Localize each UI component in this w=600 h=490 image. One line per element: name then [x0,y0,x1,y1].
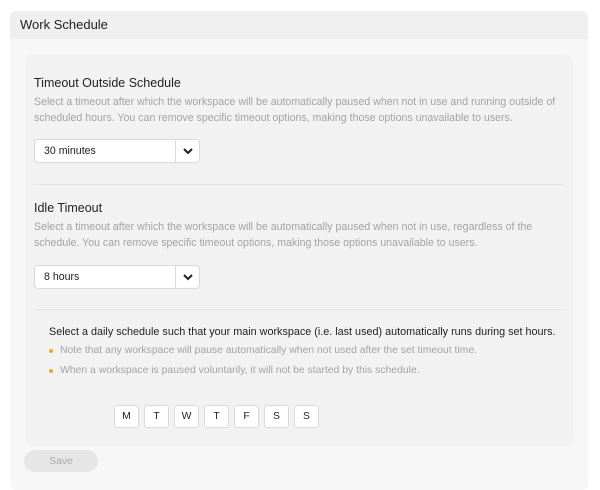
schedule-note [49,345,477,356]
idle-timeout-title: Idle Timeout [34,201,103,215]
idle-timeout-select[interactable] [34,265,200,289]
panel-title: Work Schedule [10,11,588,39]
divider [34,184,564,185]
day-tuesday-button[interactable]: T [144,405,169,428]
work-schedule-panel [10,11,588,490]
chevron-down-icon[interactable] [175,140,199,162]
chevron-down-icon[interactable] [175,266,199,288]
idle-timeout-value: 8 hours [44,271,80,283]
day-wednesday-button[interactable]: W [174,405,199,428]
day-friday-button[interactable]: F [234,405,259,428]
timeout-outside-select[interactable] [34,139,200,163]
schedule-note-text: When a workspace is paused voluntarily, it will not be started by this schedule. [60,365,420,376]
schedule-intro: Select a daily schedule such that your main workspace (i.e. last used) automatically runs during set hours. [49,326,556,338]
bullet-dot-icon [49,349,53,353]
day-monday-button[interactable]: M [114,405,139,428]
schedule-note-text: Note that any workspace will pause automatically when not used after the set timeout time. [60,345,477,356]
day-thursday-button[interactable]: T [204,405,229,428]
schedule-settings-card [25,54,573,446]
day-sunday-button[interactable]: S [294,405,319,428]
timeout-outside-description: Select a timeout after which the workspace will be automatically paused when not in use and running outside of scheduled hours. You can remove specific timeout options, making those options unavailable to users. [34,96,556,124]
divider [34,309,564,310]
idle-timeout-description: Select a timeout after which the workspace will be automatically paused when not in use, regardless of the schedule. You can remove specific timeout options, making those options unavailable to users. [34,221,533,249]
timeout-outside-value: 30 minutes [44,145,96,157]
timeout-outside-title: Timeout Outside Schedule [34,76,181,90]
day-saturday-button[interactable]: S [264,405,289,428]
save-button[interactable]: Save [24,450,98,472]
schedule-note [49,365,420,376]
bullet-dot-icon [49,369,53,373]
weekday-selector [114,405,319,428]
